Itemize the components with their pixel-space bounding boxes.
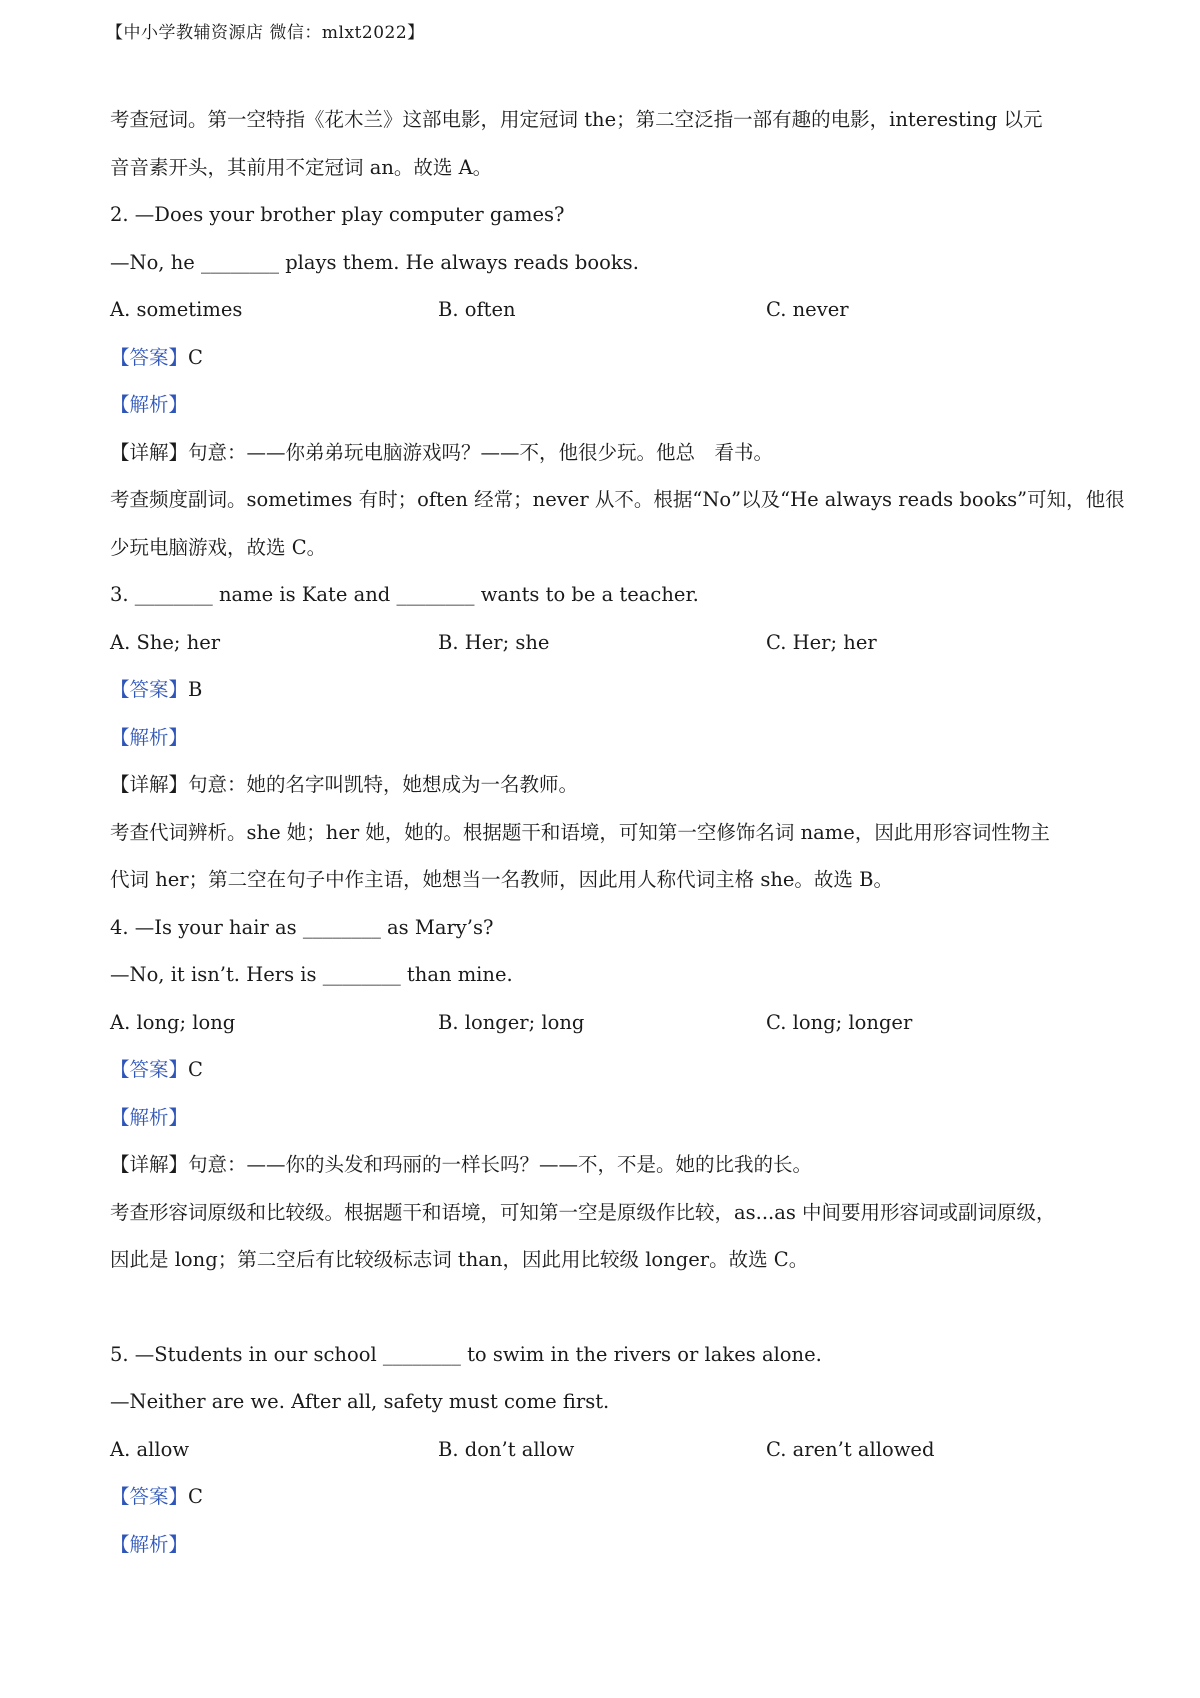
q1-explain-line-2: 音音素开头，其前用不定冠词 an。故选 A。 — [110, 155, 493, 179]
q3-option-c: C. Her; her — [766, 630, 877, 654]
q4-option-a: A. long; long — [110, 1010, 236, 1034]
q2-stem-1: 2. —Does your brother play computer games? — [110, 203, 565, 226]
q5-options — [110, 1426, 1110, 1474]
q4-analysis-label: 【解析】 — [110, 1105, 189, 1129]
q4-detail — [110, 1141, 1110, 1189]
q4-answer — [110, 1046, 1110, 1094]
q2-option-a: A. sometimes — [110, 298, 243, 321]
detail-label: 【详解】 — [110, 773, 189, 796]
q5-stem-2: —Neither are we. After all, safety must come first. — [110, 1390, 610, 1413]
q3-answer-value: B — [188, 678, 203, 701]
detail-label: 【详解】 — [110, 440, 189, 464]
answer-label: 【答案】 — [110, 345, 189, 369]
q5-option-b: B. don’t allow — [438, 1437, 575, 1461]
q4-answer-value: C — [188, 1058, 203, 1081]
q2-explain-line-2: 少玩电脑游戏，故选 C。 — [110, 535, 327, 559]
q4-explain-line-1: 考查形容词原级和比较级。根据题干和语境，可知第一空是原级作比较，as...as 中间要用形容词或副词原级， — [110, 1200, 1056, 1224]
answer-label: 【答案】 — [110, 678, 189, 701]
q4-option-c: C. long; longer — [766, 1010, 913, 1034]
q2-options — [110, 286, 1110, 334]
q2-option-b: B. often — [438, 298, 516, 321]
q5-option-a: A. allow — [110, 1437, 190, 1461]
q4-stem-2: —No, it isn’t. Hers is ________ than mine. — [110, 963, 513, 986]
q4-stem-1: 4. —Is your hair as ________ as Mary’s? — [110, 915, 494, 939]
q5-answer-value: C — [188, 1485, 203, 1508]
q3-answer — [110, 666, 1110, 714]
q3-explain-line-1: 考查代词辨析。she 她；her 她，她的。根据题干和语境，可知第一空修饰名词 name，因此用形容词性物主 — [110, 820, 1050, 844]
q5-analysis-label: 【解析】 — [110, 1532, 189, 1556]
q4-options — [110, 999, 1110, 1047]
answer-label: 【答案】 — [110, 1058, 189, 1081]
q4-option-b: B. longer; long — [438, 1010, 585, 1034]
q5-option-c: C. aren’t allowed — [766, 1437, 935, 1461]
q3-explain-line-2: 代词 her；第二空在句子中作主语，她想当一名教师，因此用人称代词主格 she。故选 B。 — [110, 868, 893, 891]
q4-detail-text: 句意：——你的头发和玛丽的一样长吗？——不，不是。她的比我的长。 — [188, 1153, 813, 1176]
q3-analysis-label: 【解析】 — [110, 725, 189, 749]
q2-option-c: C. never — [766, 298, 849, 321]
q2-explain-line-1: 考查频度副词。sometimes 有时；often 经常；never 从不。根据“No”以及“He always reads books”可知，他很 — [110, 488, 1125, 511]
q2-detail — [110, 429, 1110, 477]
q3-option-a: A. She; her — [110, 630, 221, 654]
page-header: 【中小学教辅资源店 微信：mlxt2022】 — [106, 23, 425, 43]
detail-label: 【详解】 — [110, 1153, 189, 1176]
q3-stem-1: 3. ________ name is Kate and ________ wants to be a teacher. — [110, 583, 699, 606]
q3-options — [110, 619, 1110, 667]
q2-stem-2: —No, he ________ plays them. He always reads books. — [110, 250, 639, 274]
q2-detail-text: 句意：——你弟弟玩电脑游戏吗？——不，他很少玩。他总 看书。 — [188, 440, 774, 464]
document-body — [110, 96, 1125, 1568]
q3-option-b: B. Her; she — [438, 630, 550, 654]
q2-analysis-label: 【解析】 — [110, 393, 189, 416]
q5-answer — [110, 1473, 1110, 1521]
q3-detail-text: 句意：她的名字叫凯特，她想成为一名教师。 — [188, 773, 579, 796]
q2-answer — [110, 334, 1110, 382]
q3-detail — [110, 761, 1110, 809]
q2-answer-value: C — [188, 345, 203, 369]
answer-label: 【答案】 — [110, 1485, 189, 1508]
q5-stem-1: 5. —Students in our school ________ to swim in the rivers or lakes alone. — [110, 1342, 822, 1366]
q1-explain-line-1: 考查冠词。第一空特指《花木兰》这部电影，用定冠词 the；第二空泛指一部有趣的电影，interesting 以元 — [110, 108, 1043, 131]
q4-explain-line-2: 因此是 long；第二空后有比较级标志词 than，因此用比较级 longer。故选 C。 — [110, 1248, 809, 1271]
section-spacer — [110, 1284, 1110, 1331]
